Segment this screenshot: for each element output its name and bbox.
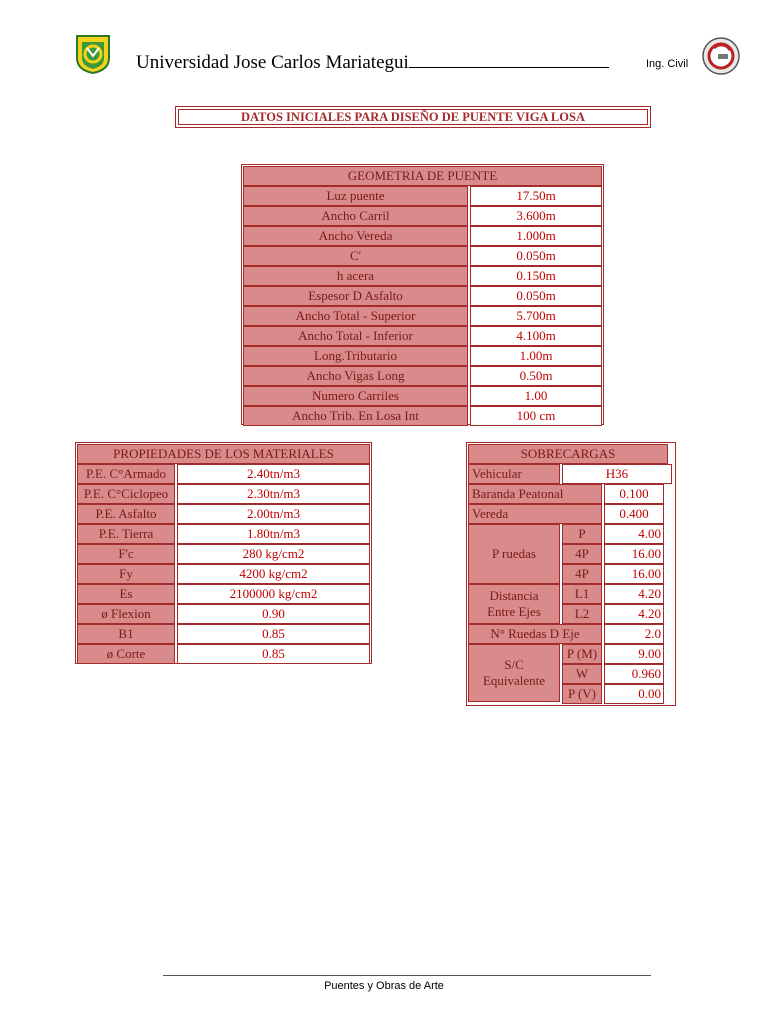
geometria-label: Long.Tributario: [243, 346, 468, 366]
p4-label: 4P: [562, 564, 602, 584]
material-value: 280 kg/cm2: [177, 544, 370, 564]
geometria-value: 17.50m: [470, 186, 602, 206]
material-value: 1.80tn/m3: [177, 524, 370, 544]
materiales-header: PROPIEDADES DE LOS MATERIALES: [77, 444, 370, 464]
p-ruedas-label: P ruedas: [468, 524, 560, 584]
ruedas-eje-label: N° Ruedas D Eje: [468, 624, 602, 644]
pm-value: 9.00: [604, 644, 664, 664]
material-label: ø Corte: [77, 644, 175, 664]
civil-engineering-logo-icon: [700, 36, 742, 76]
distancia-label-line1: Distancia: [489, 588, 539, 603]
geometria-value: 1.00: [470, 386, 602, 406]
vehicular-value: H36: [562, 464, 672, 484]
p-value: 4.00: [604, 524, 664, 544]
material-label: Es: [77, 584, 175, 604]
material-label: F'c: [77, 544, 175, 564]
geometria-label: Luz puente: [243, 186, 468, 206]
material-value: 0.85: [177, 644, 370, 664]
geometria-label: C': [243, 246, 468, 266]
w-label: W: [562, 664, 602, 684]
material-label: P.E. C°Ciclopeo: [77, 484, 175, 504]
sobrecargas-table: [466, 442, 661, 706]
pv-label: P (V): [562, 684, 602, 704]
p4-label: 4P: [562, 544, 602, 564]
material-label: P.E. Asfalto: [77, 504, 175, 524]
pv-value: 0.00: [604, 684, 664, 704]
ruedas-eje-value: 2.0: [604, 624, 664, 644]
geometria-value: 1.000m: [470, 226, 602, 246]
l1-label: L1: [562, 584, 602, 604]
material-value: 2.40tn/m3: [177, 464, 370, 484]
geometria-value: 0.050m: [470, 246, 602, 266]
material-label: B1: [77, 624, 175, 644]
sc-label-line2: Equivalente: [482, 673, 546, 688]
p4-value: 16.00: [604, 564, 664, 584]
geometria-label: Ancho Vereda: [243, 226, 468, 246]
geometria-value: 100 cm: [470, 406, 602, 426]
document-title: DATOS INICIALES PARA DISEÑO DE PUENTE VIGA LOSA: [178, 109, 648, 125]
material-value: 0.85: [177, 624, 370, 644]
material-label: ø Flexion: [77, 604, 175, 624]
geometria-label: h acera: [243, 266, 468, 286]
department-label: Ing. Civil: [646, 58, 689, 70]
l1-value: 4.20: [604, 584, 664, 604]
w-value: 0.960: [604, 664, 664, 684]
geometria-label: Ancho Carril: [243, 206, 468, 226]
geometria-value: 3.600m: [470, 206, 602, 226]
material-value: 4200 kg/cm2: [177, 564, 370, 584]
university-text: Universidad Jose Carlos Mariategui: [136, 52, 409, 73]
university-logo-icon: [74, 34, 112, 74]
footer-rule: [163, 975, 651, 976]
baranda-label: Baranda Peatonal: [468, 484, 602, 504]
geometria-value: 0.50m: [470, 366, 602, 386]
p-label: P: [562, 524, 602, 544]
l2-value: 4.20: [604, 604, 664, 624]
l2-label: L2: [562, 604, 602, 624]
geometria-label: Numero Carriles: [243, 386, 468, 406]
distancia-label-line2: Entre Ejes: [487, 604, 541, 619]
geometria-label: Ancho Trib. En Losa Int: [243, 406, 468, 426]
distancia-ejes-label: [468, 584, 560, 624]
material-value: 0.90: [177, 604, 370, 624]
p4-value: 16.00: [604, 544, 664, 564]
sc-label-line1: S/C: [504, 657, 524, 672]
material-label: Fy: [77, 564, 175, 584]
material-value: 2100000 kg/cm2: [177, 584, 370, 604]
geometria-header: GEOMETRIA DE PUENTE: [243, 166, 602, 186]
university-name: [136, 52, 609, 74]
material-value: 2.00tn/m3: [177, 504, 370, 524]
vereda-label: Vereda: [468, 504, 602, 524]
geometria-label: Ancho Vigas Long: [243, 366, 468, 386]
material-label: P.E. C°Armado: [77, 464, 175, 484]
geometria-label: Espesor D Asfalto: [243, 286, 468, 306]
geometria-label: Ancho Total - Inferior: [243, 326, 468, 346]
header-underline: [409, 53, 609, 68]
material-value: 2.30tn/m3: [177, 484, 370, 504]
geometria-value: 1.00m: [470, 346, 602, 366]
geometria-label: Ancho Total - Superior: [243, 306, 468, 326]
baranda-value: 0.100: [604, 484, 664, 504]
document-title-box: [175, 106, 651, 128]
vereda-value: 0.400: [604, 504, 664, 524]
material-label: P.E. Tierra: [77, 524, 175, 544]
geometria-value: 0.050m: [470, 286, 602, 306]
sc-equivalente-label: [468, 644, 560, 702]
geometria-value: 5.700m: [470, 306, 602, 326]
geometria-value: 4.100m: [470, 326, 602, 346]
vehicular-label: Vehicular: [468, 464, 560, 484]
sobrecargas-header: SOBRECARGAS: [468, 444, 668, 464]
footer-text: Puentes y Obras de Arte: [324, 980, 444, 992]
geometria-value: 0.150m: [470, 266, 602, 286]
pm-label: P (M): [562, 644, 602, 664]
